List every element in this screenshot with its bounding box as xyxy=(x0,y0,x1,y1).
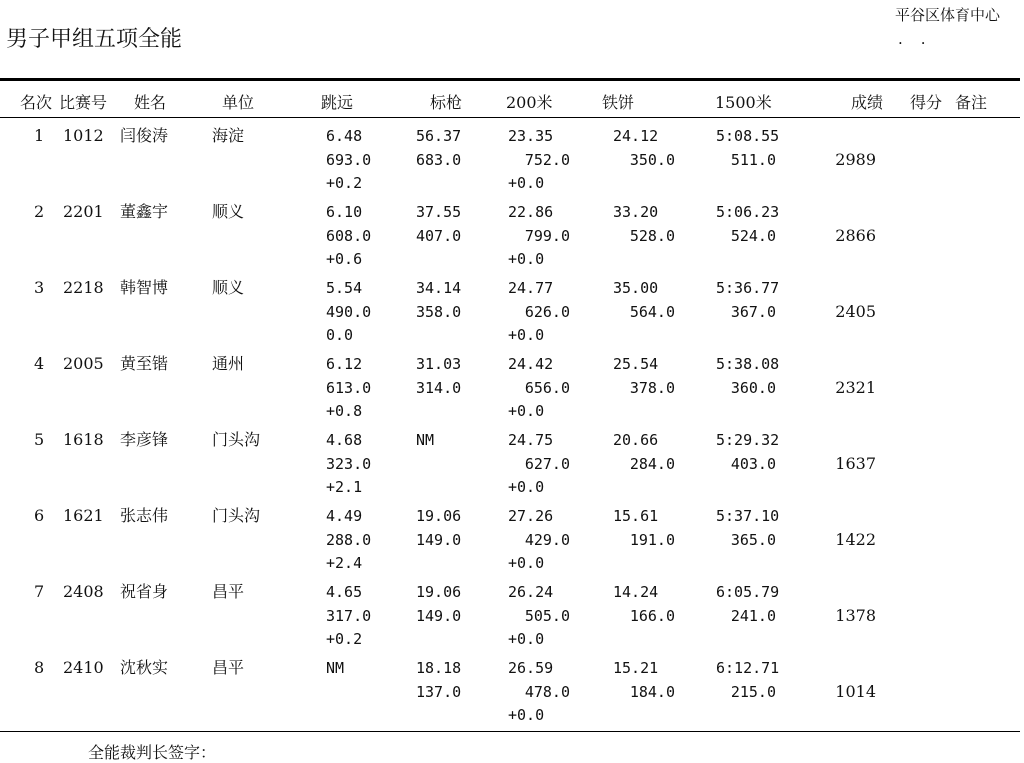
cell-m200-pts: 656.0 xyxy=(524,378,570,397)
cell-m200-wind: +0.0 xyxy=(508,326,545,344)
cell-name: 祝省身 xyxy=(120,582,169,601)
header-discus: 铁饼 xyxy=(602,93,635,112)
cell-disc-pts: 528.0 xyxy=(629,226,675,245)
cell-rank: 8 xyxy=(34,658,45,677)
cell-lj-wind: +0.2 xyxy=(326,174,363,192)
cell-bib: 2005 xyxy=(63,354,104,373)
cell-m1500-pts: 360.0 xyxy=(730,378,776,397)
cell-disc: 25.54 xyxy=(613,355,659,373)
header-total: 成绩 xyxy=(851,93,884,112)
cell-bib: 2408 xyxy=(63,582,104,601)
cell-disc: 15.61 xyxy=(613,507,659,525)
cell-disc: 33.20 xyxy=(613,203,659,221)
cell-m200-pts: 626.0 xyxy=(524,302,570,321)
cell-lj: 4.68 xyxy=(326,431,363,449)
cell-jav-pts: 137.0 xyxy=(416,682,462,701)
cell-m200: 27.26 xyxy=(508,507,554,525)
cell-lj: 4.65 xyxy=(326,583,363,601)
cell-m200-pts: 627.0 xyxy=(524,454,570,473)
cell-disc-pts: 166.0 xyxy=(629,606,675,625)
cell-bib: 1012 xyxy=(63,126,104,145)
cell-jav-pts: 358.0 xyxy=(416,302,462,321)
cell-total: 2866 xyxy=(835,225,876,245)
cell-lj-wind: +2.4 xyxy=(326,554,363,572)
cell-disc: 35.00 xyxy=(613,279,659,297)
cell-jav-pts: 149.0 xyxy=(416,606,462,625)
cell-lj: 6.48 xyxy=(326,127,363,145)
cell-lj-wind: +2.1 xyxy=(326,478,363,496)
cell-total: 1378 xyxy=(835,605,876,625)
cell-unit: 昌平 xyxy=(212,658,245,677)
signature-label: 全能裁判长签字： xyxy=(88,743,217,762)
cell-m200: 23.35 xyxy=(508,127,554,145)
cell-jav: 31.03 xyxy=(416,355,462,373)
cell-unit: 海淀 xyxy=(212,126,245,145)
cell-jav: 19.06 xyxy=(416,507,462,525)
cell-m1500: 5:38.08 xyxy=(716,355,780,373)
cell-name: 韩智博 xyxy=(120,278,169,297)
cell-disc: 14.24 xyxy=(613,583,659,601)
header-200m: 200米 xyxy=(506,93,553,112)
cell-unit: 门头沟 xyxy=(212,506,261,525)
cell-m1500: 5:36.77 xyxy=(716,279,780,297)
cell-jav: 19.06 xyxy=(416,583,462,601)
cell-total: 1637 xyxy=(835,453,876,473)
cell-bib: 1618 xyxy=(63,430,104,449)
cell-disc-pts: 350.0 xyxy=(629,150,675,169)
cell-disc: 20.66 xyxy=(613,431,659,449)
cell-m1500: 5:06.23 xyxy=(716,203,780,221)
cell-bib: 2410 xyxy=(63,658,104,677)
cell-m200-pts: 478.0 xyxy=(524,682,570,701)
cell-m200-pts: 505.0 xyxy=(524,606,570,625)
cell-m200: 22.86 xyxy=(508,203,554,221)
cell-lj-wind: 0.0 xyxy=(326,326,354,344)
cell-disc: 24.12 xyxy=(613,127,659,145)
table-row xyxy=(0,276,1020,352)
cell-jav: 18.18 xyxy=(416,659,462,677)
cell-name: 董鑫宇 xyxy=(120,202,169,221)
cell-lj-pts: 693.0 xyxy=(326,150,372,169)
cell-total: 2321 xyxy=(835,377,876,397)
table-row xyxy=(0,504,1020,580)
cell-m1500-pts: 215.0 xyxy=(730,682,776,701)
table-row xyxy=(0,580,1020,656)
cell-total: 1014 xyxy=(835,681,876,701)
cell-bib: 1621 xyxy=(63,506,104,525)
cell-disc-pts: 184.0 xyxy=(629,682,675,701)
cell-jav: 34.14 xyxy=(416,279,462,297)
cell-lj-wind: +0.8 xyxy=(326,402,363,420)
cell-name: 沈秋实 xyxy=(120,658,169,677)
cell-disc-pts: 564.0 xyxy=(629,302,675,321)
cell-lj-wind: +0.6 xyxy=(326,250,363,268)
cell-m1500-pts: 524.0 xyxy=(730,226,776,245)
cell-m1500: 6:05.79 xyxy=(716,583,780,601)
cell-lj: 6.10 xyxy=(326,203,363,221)
cell-rank: 7 xyxy=(34,582,45,601)
cell-m200-pts: 429.0 xyxy=(524,530,570,549)
cell-jav-pts: 149.0 xyxy=(416,530,462,549)
cell-lj-pts: 608.0 xyxy=(326,226,372,245)
header-name: 姓名 xyxy=(134,93,167,112)
cell-lj-pts: 317.0 xyxy=(326,606,372,625)
cell-m1500: 5:29.32 xyxy=(716,431,780,449)
cell-rank: 2 xyxy=(34,202,45,221)
cell-jav-pts: 314.0 xyxy=(416,378,462,397)
top-rule xyxy=(0,78,1020,81)
cell-disc-pts: 191.0 xyxy=(629,530,675,549)
header-points: 得分 xyxy=(910,93,943,112)
cell-lj: 4.49 xyxy=(326,507,363,525)
cell-disc-pts: 284.0 xyxy=(629,454,675,473)
cell-m1500-pts: 403.0 xyxy=(730,454,776,473)
cell-m200-wind: +0.0 xyxy=(508,174,545,192)
header-1500m: 1500米 xyxy=(715,93,772,112)
cell-rank: 1 xyxy=(34,126,45,145)
cell-m200: 26.24 xyxy=(508,583,554,601)
cell-m200: 26.59 xyxy=(508,659,554,677)
cell-rank: 4 xyxy=(34,354,45,373)
cell-jav: 56.37 xyxy=(416,127,462,145)
header-long-jump: 跳远 xyxy=(321,93,354,112)
header-rule xyxy=(0,117,1020,118)
cell-m1500-pts: 365.0 xyxy=(730,530,776,549)
cell-rank: 5 xyxy=(34,430,45,449)
cell-m200-pts: 752.0 xyxy=(524,150,570,169)
cell-total: 2989 xyxy=(835,149,876,169)
table-row xyxy=(0,124,1020,200)
page-title: 男子甲组五项全能 xyxy=(6,27,183,52)
cell-total: 1422 xyxy=(835,529,876,549)
table-row xyxy=(0,352,1020,428)
cell-disc-pts: 378.0 xyxy=(629,378,675,397)
cell-m200-pts: 799.0 xyxy=(524,226,570,245)
table-row xyxy=(0,656,1020,732)
cell-lj: 5.54 xyxy=(326,279,363,297)
cell-lj: NM xyxy=(326,659,345,677)
cell-m200: 24.42 xyxy=(508,355,554,373)
cell-jav: NM xyxy=(416,431,435,449)
cell-m200-wind: +0.0 xyxy=(508,630,545,648)
organizer-label: 平谷区体育中心 xyxy=(895,6,1001,24)
cell-jav-pts: 683.0 xyxy=(416,150,462,169)
cell-m1500: 5:37.10 xyxy=(716,507,780,525)
header-notes: 备注 xyxy=(955,93,988,112)
cell-bib: 2218 xyxy=(63,278,104,297)
cell-m200-wind: +0.0 xyxy=(508,478,545,496)
cell-unit: 顺义 xyxy=(212,202,245,221)
table-row xyxy=(0,428,1020,504)
cell-name: 张志伟 xyxy=(120,506,169,525)
cell-name: 李彦锋 xyxy=(120,430,169,449)
cell-disc: 15.21 xyxy=(613,659,659,677)
cell-bib: 2201 xyxy=(63,202,104,221)
cell-m1500-pts: 367.0 xyxy=(730,302,776,321)
cell-m200-wind: +0.0 xyxy=(508,250,545,268)
cell-unit: 门头沟 xyxy=(212,430,261,449)
cell-unit: 顺义 xyxy=(212,278,245,297)
header-rank: 名次 xyxy=(20,93,53,112)
header-javelin: 标枪 xyxy=(430,93,463,112)
organizer-dots: .. xyxy=(898,30,944,48)
cell-name: 闫俊涛 xyxy=(120,126,169,145)
bottom-rule xyxy=(0,731,1020,732)
cell-m1500-pts: 511.0 xyxy=(730,150,776,169)
cell-m200: 24.75 xyxy=(508,431,554,449)
cell-jav-pts: 407.0 xyxy=(416,226,462,245)
cell-m200: 24.77 xyxy=(508,279,554,297)
cell-lj-wind: +0.2 xyxy=(326,630,363,648)
cell-lj-pts: 288.0 xyxy=(326,530,372,549)
header-unit: 单位 xyxy=(222,93,255,112)
cell-lj-pts: 323.0 xyxy=(326,454,372,473)
cell-rank: 6 xyxy=(34,506,45,525)
cell-m200-wind: +0.0 xyxy=(508,402,545,420)
cell-lj: 6.12 xyxy=(326,355,363,373)
cell-m200-wind: +0.0 xyxy=(508,706,545,724)
cell-unit: 通州 xyxy=(212,354,245,373)
cell-m1500: 6:12.71 xyxy=(716,659,780,677)
cell-lj-pts: 613.0 xyxy=(326,378,372,397)
cell-unit: 昌平 xyxy=(212,582,245,601)
cell-m1500-pts: 241.0 xyxy=(730,606,776,625)
cell-rank: 3 xyxy=(34,278,45,297)
cell-name: 黄至锴 xyxy=(120,354,169,373)
cell-jav: 37.55 xyxy=(416,203,462,221)
header-bib: 比赛号 xyxy=(59,93,108,112)
cell-lj-pts: 490.0 xyxy=(326,302,372,321)
cell-m200-wind: +0.0 xyxy=(508,554,545,572)
table-row xyxy=(0,200,1020,276)
cell-total: 2405 xyxy=(835,301,876,321)
cell-m1500: 5:08.55 xyxy=(716,127,780,145)
